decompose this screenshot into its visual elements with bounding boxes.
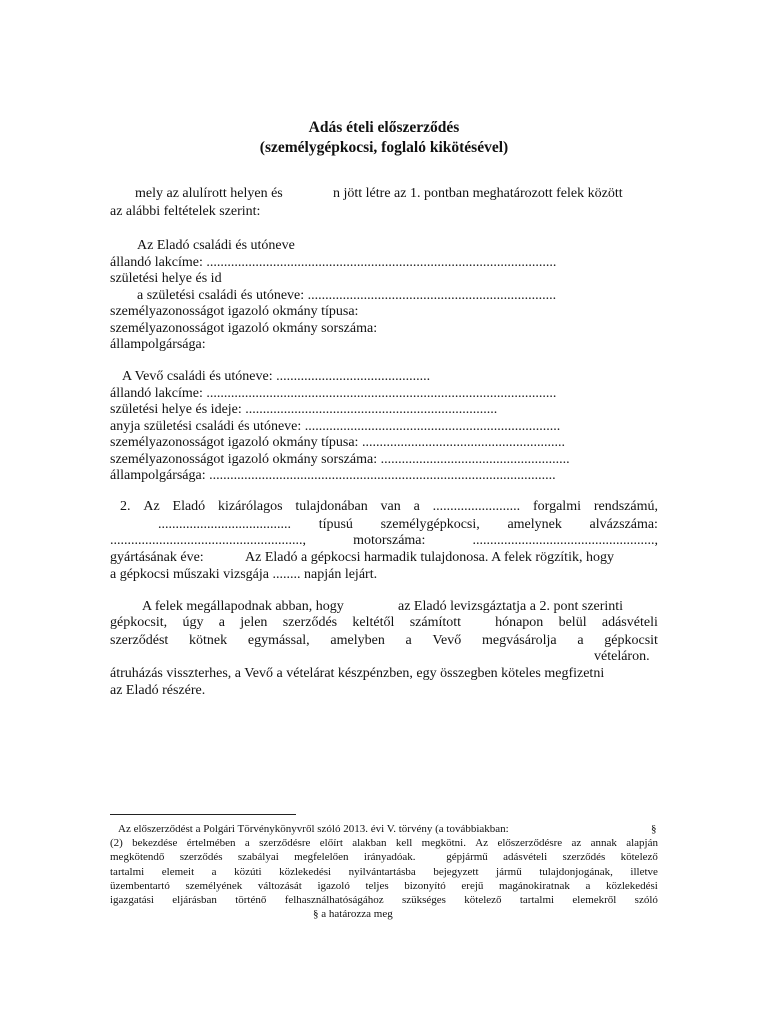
seller-line: állampolgársága:	[110, 337, 206, 352]
word: annak	[590, 837, 617, 849]
word: személyének	[185, 880, 243, 892]
word: szerződést	[110, 633, 169, 648]
word: megfelelően	[294, 851, 349, 863]
section3-line-3	[110, 632, 658, 649]
word: egymással,	[247, 633, 310, 648]
word: a	[218, 615, 225, 630]
word: tulajdonában	[295, 499, 368, 514]
word: gépjármű	[446, 851, 488, 863]
word: típusú	[318, 517, 353, 532]
word: személygépkocsi,	[380, 517, 480, 532]
word: igazoló	[317, 880, 350, 892]
footnote-line-5	[110, 879, 658, 893]
word: közúti	[234, 866, 262, 878]
word: (2)	[110, 837, 123, 849]
word: számított	[409, 615, 462, 630]
word: szerződés	[562, 851, 606, 863]
footnote-line-1b: §	[651, 823, 657, 835]
word: elemekről	[572, 894, 617, 906]
section2-line-3	[110, 532, 658, 549]
word: amelynek	[507, 517, 562, 532]
buyer-line: állampolgársága: ...................................................................................................	[110, 468, 556, 483]
word: szükséges	[401, 894, 446, 906]
word: szabályai	[237, 851, 279, 863]
footnote-line-4	[110, 865, 658, 879]
word: tartalmi	[519, 894, 555, 906]
word: illetve	[630, 866, 658, 878]
word: kötelező	[464, 894, 502, 906]
word: előírt	[319, 837, 343, 849]
word: keltétől	[352, 615, 395, 630]
word: történő	[235, 894, 267, 906]
footnote-line-1a: Az előszerződést a Polgári Törvénykönyvről szóló 2013. évi V. törvény (a továbbiakban:	[118, 823, 509, 835]
word: alapján	[626, 837, 658, 849]
buyer-line: születési helye és ideje: ........................................................................	[110, 402, 498, 417]
footnote-line-3	[110, 850, 658, 864]
section2-line-4a: gyártásának éve:	[110, 550, 204, 565]
word: előszerződésre	[497, 837, 563, 849]
word: nyilvántartásba	[348, 866, 416, 878]
word: bizonyító	[404, 880, 446, 892]
word: ......................................	[158, 517, 291, 532]
word: 2.	[120, 499, 131, 514]
seller-line: születési helye és id	[110, 271, 222, 286]
word: szóló	[634, 894, 658, 906]
word: jármű	[496, 866, 522, 878]
word: megkötni.	[421, 837, 466, 849]
word: .......................................................,	[110, 533, 306, 548]
seller-heading: Az Eladó családi és utóneve	[137, 238, 295, 253]
word: felhasználhatóságához	[284, 894, 384, 906]
seller-line: állandó lakcíme: ....................................................................................................	[110, 255, 557, 270]
word: .........................	[432, 499, 521, 514]
word: forgalmi	[533, 499, 581, 514]
buyer-line: személyazonosságot igazoló okmány sorszáma: ......................................................	[110, 452, 570, 467]
section3-line-1b: az Eladó levizsgáztatja a 2. pont szerinti	[398, 599, 624, 614]
section2-line-1	[120, 498, 658, 515]
word: szerződés	[282, 615, 338, 630]
word: amelyben	[330, 633, 385, 648]
word: jelen	[240, 615, 268, 630]
word: adásvételi	[503, 851, 548, 863]
word: megvásárolja	[481, 633, 557, 648]
word: üzembentartó	[110, 880, 170, 892]
word: Az	[475, 837, 489, 849]
word: Vevő	[432, 633, 462, 648]
intro-line-1a: mely az alulírott helyen és	[135, 186, 283, 201]
word: közlekedési	[279, 866, 332, 878]
word: megkötendő	[110, 851, 165, 863]
section3-line-6: az Eladó részére.	[110, 683, 206, 698]
word: a	[211, 866, 217, 878]
word: van	[380, 499, 401, 514]
footnote-line-2	[110, 836, 658, 850]
word: a	[577, 633, 584, 648]
section2-line-4b: Az Eladó a gépkocsi harmadik tulajdonosa. A felek rögzítik, hogy	[245, 550, 614, 565]
footnote-line-7: § a határozza meg	[313, 908, 393, 920]
word: kötnek	[189, 633, 228, 648]
word: alvázszáma:	[589, 517, 658, 532]
document-subtitle: (személygépkocsi, foglaló kikötésével)	[259, 139, 509, 156]
section2-line-5: a gépkocsi műszaki vizsgája ........ napján lejárt.	[110, 567, 378, 582]
word: teljes	[365, 880, 389, 892]
word: motorszáma:	[353, 533, 426, 548]
word: a	[585, 880, 591, 892]
word: erejű	[461, 880, 484, 892]
section3-line-5: átruházás visszterhes, a Vevő a vételárat készpénzben, egy összegben köteles megfizetni	[110, 666, 605, 681]
word: kell	[395, 837, 413, 849]
word: az	[571, 837, 582, 849]
word: magánokiratnak	[498, 880, 570, 892]
buyer-heading: A Vevő családi és utóneve: ............................................	[122, 369, 431, 384]
word: úgy	[182, 615, 204, 630]
intro-line-2: az alábbi feltételek szerint:	[110, 204, 261, 219]
seller-line: a születési családi és utóneve: .......................................................................	[137, 288, 557, 303]
buyer-line: anyja születési családi és utóneve: .........................................................................	[110, 419, 561, 434]
word: tartalmi	[110, 866, 145, 878]
word: Az	[143, 499, 160, 514]
word: bejegyzett	[433, 866, 479, 878]
word: változását	[257, 880, 302, 892]
word: igazgatási	[110, 894, 154, 906]
word	[476, 614, 480, 631]
word: gépkocsit,	[110, 615, 168, 630]
word: kizárólagos	[218, 499, 283, 514]
word: tulajdonjogának,	[539, 866, 613, 878]
intro-line-1b: n jött létre az 1. pontban meghatározott felek között	[333, 186, 623, 201]
buyer-line: állandó lakcíme: ....................................................................................................	[110, 386, 557, 401]
seller-line: személyazonosságot igazoló okmány sorszáma:	[110, 321, 378, 336]
word: szerződésre	[259, 837, 311, 849]
word: irányadóak.	[363, 851, 416, 863]
word: hónapon	[495, 615, 544, 630]
section3-line-4: vételáron.	[594, 649, 650, 664]
section2-line-2	[158, 516, 658, 533]
word: Eladó	[172, 499, 206, 514]
word: közlekedési	[605, 880, 658, 892]
document-title: Adás ételi előszerződés	[308, 119, 460, 136]
word: rendszámú,	[593, 499, 658, 514]
word: bekezdése	[132, 837, 178, 849]
footnote-line-6	[110, 893, 658, 907]
section3-line-2	[110, 614, 658, 631]
word: kötelező	[620, 851, 658, 863]
word: elemeit	[161, 866, 195, 878]
section3-line-1a: A felek megállapodnak abban, hogy	[142, 599, 344, 614]
word: a	[244, 837, 250, 849]
word: szerződés	[179, 851, 223, 863]
buyer-line: személyazonosságot igazoló okmány típusa: ..........................................................	[110, 435, 565, 450]
word: belül	[558, 615, 587, 630]
word: eljárásban	[172, 894, 217, 906]
word: ....................................................,	[472, 533, 658, 548]
word: adásvételi	[601, 615, 658, 630]
footnote-separator	[110, 814, 296, 815]
word: alakban	[352, 837, 387, 849]
word: értelmében	[186, 837, 236, 849]
word: a	[405, 633, 412, 648]
word: gépkocsit	[604, 633, 658, 648]
seller-line: személyazonosságot igazoló okmány típusa:	[110, 304, 359, 319]
word: a	[413, 499, 420, 514]
